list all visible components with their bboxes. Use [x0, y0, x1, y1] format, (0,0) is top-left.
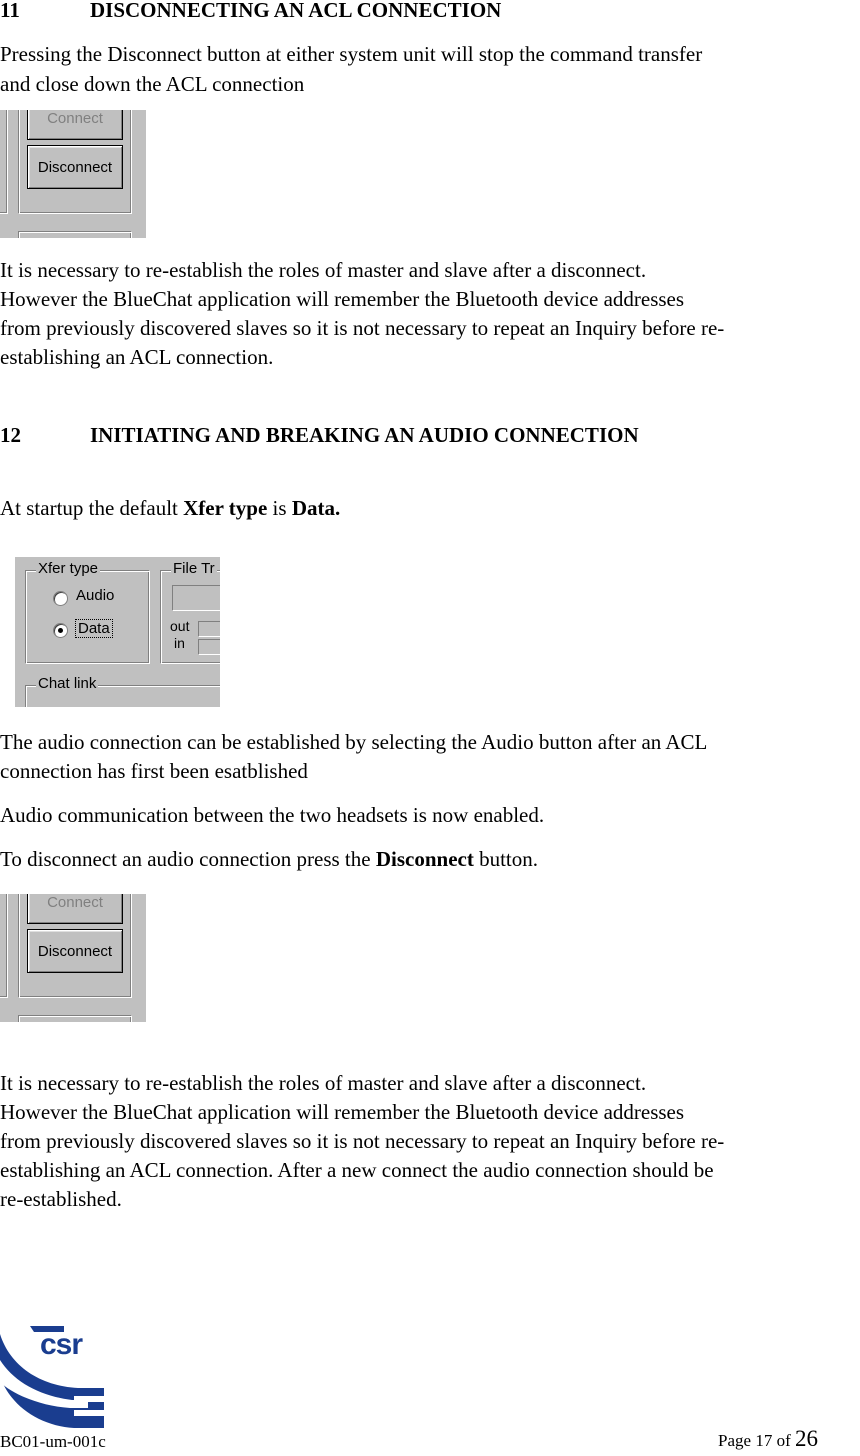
s11-para-line-3: from previously discovered slaves so it is not necessary to repeat an Inquiry before re-	[0, 316, 725, 340]
csr-logo	[0, 1326, 106, 1430]
page-of: of	[772, 1431, 795, 1450]
disconnect-button[interactable]	[27, 145, 123, 189]
audio-radio[interactable]	[53, 591, 68, 606]
lower-groupbox	[18, 1015, 132, 1022]
disconnect-prefix: To disconnect an audio connection press the	[0, 847, 376, 871]
left-groupbox	[0, 110, 8, 214]
data-option-label[interactable]: Data	[75, 619, 113, 638]
disconnect-audio-line	[0, 845, 538, 874]
in-label: in	[174, 635, 185, 651]
page-prefix: Page	[718, 1431, 756, 1450]
disconnect-screenshot	[0, 110, 146, 238]
chat-link-title: Chat link	[38, 675, 97, 692]
section-number: 12	[0, 423, 21, 447]
xfer-type-term: Xfer type	[183, 496, 268, 520]
startup-prefix: At startup the default	[0, 496, 184, 520]
section-12-heading	[0, 422, 639, 448]
s12-para-line-1: It is necessary to re-establish the roles of master and slave after a disconnect.	[0, 1071, 647, 1095]
data-radio[interactable]	[53, 623, 68, 638]
section-11-heading	[0, 0, 501, 23]
xfer-type-title: Xfer type	[38, 560, 99, 577]
section-title: DISCONNECTING AN ACL CONNECTION	[90, 0, 502, 22]
connect-button[interactable]	[27, 894, 123, 924]
data-term: Data.	[291, 496, 341, 520]
file-transfer-title: File Tr	[173, 560, 215, 577]
in-field	[198, 639, 220, 655]
xfer-type-groupbox	[25, 570, 150, 664]
intro-line-2: and close down the ACL connection	[0, 72, 305, 96]
disconnect-term: Disconnect	[375, 847, 474, 871]
s12-para-line-5: re-established.	[0, 1187, 122, 1211]
connect-label: Connect	[47, 894, 103, 911]
s11-para-line-2: However the BlueChat application will remember the Bluetooth device addresses	[0, 287, 685, 311]
s12-para-line-4: establishing an ACL connection. After a new connect the audio connection should be	[0, 1158, 714, 1182]
s11-para-line-1: It is necessary to re-establish the roles of master and slave after a disconnect.	[0, 258, 647, 282]
s11-para-line-4: establishing an ACL connection.	[0, 345, 274, 369]
disconnect-label: Disconnect	[37, 942, 113, 960]
footer-doc-id: BC01-um-001c	[0, 1432, 106, 1451]
footer-page-number	[718, 1426, 818, 1452]
csr-logo-text: csr	[40, 1328, 83, 1361]
connect-label: Connect	[47, 110, 103, 127]
connect-button[interactable]	[27, 110, 123, 140]
s12-para-line-3: from previously discovered slaves so it is not necessary to repeat an Inquiry before re-	[0, 1129, 725, 1153]
out-field	[198, 621, 220, 637]
lower-groupbox	[18, 231, 132, 238]
s12-para-line-2: However the BlueChat application will remember the Bluetooth device addresses	[0, 1100, 685, 1124]
left-groupbox	[0, 894, 8, 998]
disconnect-suffix: button.	[473, 847, 539, 871]
startup-mid: is	[267, 496, 292, 520]
page-total: 26	[795, 1426, 818, 1451]
file-name-field[interactable]	[172, 585, 220, 611]
section-title: INITIATING AND BREAKING AN AUDIO CONNECTION	[90, 423, 639, 447]
intro-line-1: Pressing the Disconnect button at either system unit will stop the command transfer	[0, 42, 703, 66]
section-number: 11	[0, 0, 20, 22]
page-current: 17	[755, 1431, 773, 1450]
audio-line-2: connection has first been esatblished	[0, 759, 308, 783]
out-label: out	[170, 618, 190, 634]
audio-line-1: The audio connection can be established by selecting the Audio button after an ACL	[0, 730, 708, 754]
audio-option-label[interactable]: Audio	[76, 587, 115, 604]
disconnect-label: Disconnect	[37, 158, 113, 176]
disconnect-button[interactable]	[27, 929, 123, 973]
startup-line	[0, 494, 340, 523]
xfer-type-screenshot	[15, 557, 220, 707]
disconnect-screenshot-2	[0, 894, 146, 1022]
audio-enabled-line: Audio communication between the two headsets is now enabled.	[0, 803, 545, 827]
